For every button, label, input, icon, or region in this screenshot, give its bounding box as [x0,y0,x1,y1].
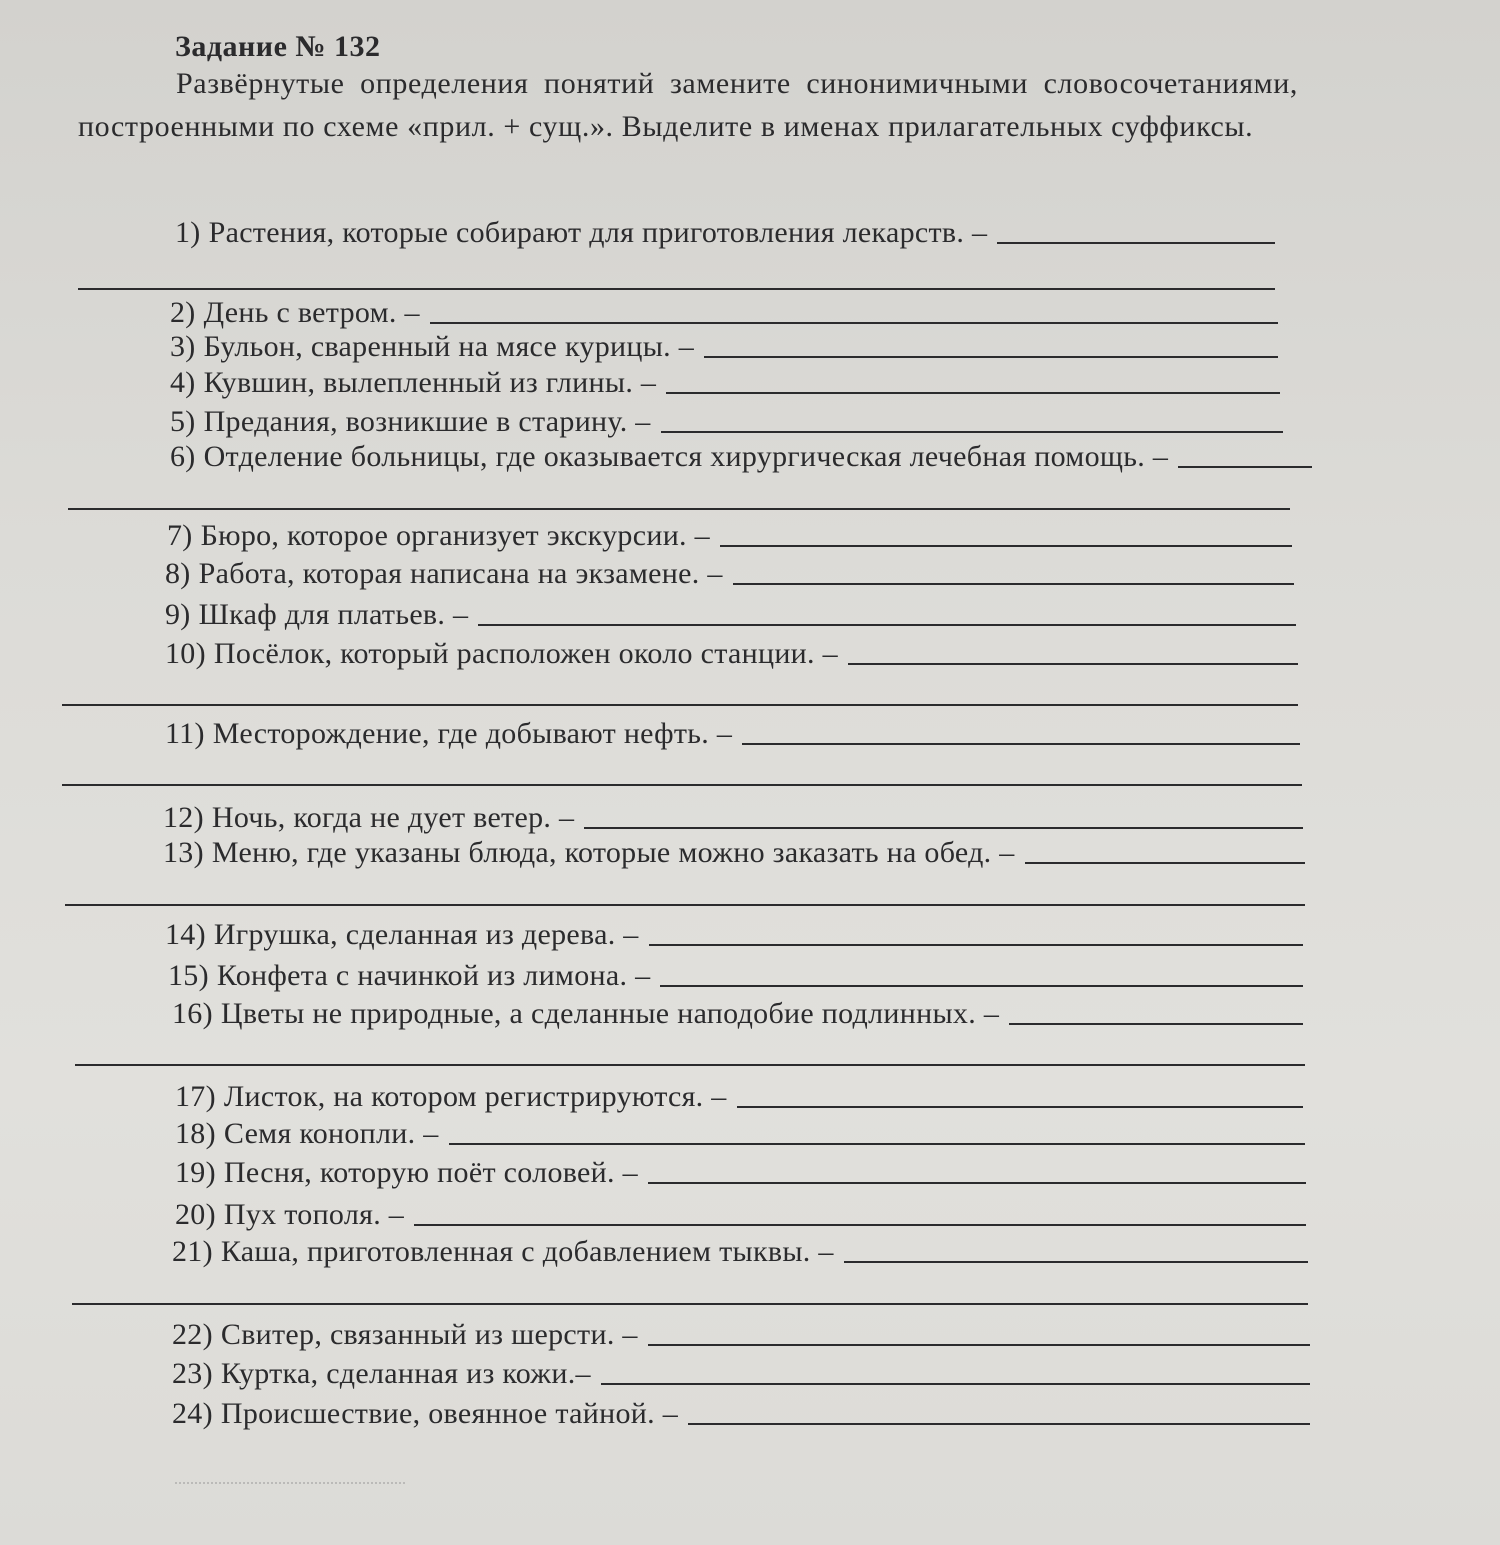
item-number: 5) [170,405,196,438]
answer-blank-line[interactable] [648,1182,1306,1184]
item-number: 2) [170,296,196,329]
item-number: 3) [170,330,196,363]
answer-blank-line[interactable] [704,356,1278,358]
item-number: 4) [170,366,196,399]
item-text: Происшествие, овеянное тайной. – [220,1397,678,1430]
answer-blank-line[interactable] [430,322,1278,324]
item-number: 6) [170,440,196,473]
item-number: 1) [175,216,201,249]
exercise-item [170,405,1283,439]
item-number: 14) [165,918,206,951]
item-text: Свитер, связанный из шерсти. – [220,1318,638,1351]
exercise-item [167,519,1292,553]
item-text: Конфета с начинкой из лимона. – [216,959,651,992]
answer-blank-line[interactable] [733,583,1294,585]
exercise-item [175,1198,1306,1232]
answer-blank-line[interactable] [1025,862,1305,864]
answer-blank-line[interactable] [414,1224,1306,1226]
exercise-item [172,1318,1310,1352]
exercise-item [168,959,1303,993]
item-number: 20) [175,1198,216,1231]
exercise-item [175,1117,1305,1151]
exercise-item [170,296,1278,330]
exercise-item [172,1397,1310,1431]
answer-continuation-line[interactable] [78,288,1275,290]
answer-blank-line[interactable] [660,985,1303,987]
item-number: 18) [175,1117,216,1150]
item-text: Каша, приготовленная с добавлением тыквы. – [220,1235,834,1268]
item-text: Ночь, когда не дует ветер. – [211,801,575,834]
page-smudge [175,1482,405,1490]
item-text: Бюро, которое организует экскурсии. – [200,519,710,552]
item-text: Цветы не природные, а сделанные наподобие подлинных. – [220,997,1000,1030]
item-text: Куртка, сделанная из кожи.– [220,1357,591,1390]
item-number: 12) [163,801,204,834]
item-text: Шкаф для платьев. – [198,598,469,631]
answer-blank-line[interactable] [737,1106,1303,1108]
answer-blank-line[interactable] [649,944,1303,946]
exercise-item [165,557,1294,591]
item-text: Посёлок, который расположен около станции. – [213,637,838,670]
exercise-item [163,836,1305,870]
item-number: 8) [165,557,191,590]
item-number: 15) [168,959,209,992]
item-text: Семя конопли. – [223,1117,439,1150]
answer-blank-line[interactable] [601,1383,1310,1385]
answer-continuation-line[interactable] [65,904,1305,906]
exercise-item [175,1156,1306,1190]
answer-blank-line[interactable] [844,1261,1308,1263]
item-number: 17) [175,1080,216,1113]
exercise-item [170,330,1278,364]
answer-blank-line[interactable] [720,545,1292,547]
answer-blank-line[interactable] [848,663,1298,665]
item-text: Игрушка, сделанная из дерева. – [213,918,639,951]
answer-blank-line[interactable] [584,827,1303,829]
exercise-item [170,440,1312,474]
answer-blank-line[interactable] [1009,1023,1303,1025]
answer-continuation-line[interactable] [68,508,1290,510]
exercise-item [165,637,1298,671]
item-number: 9) [165,598,191,631]
exercise-item [170,366,1280,400]
exercise-item [172,997,1303,1031]
item-number: 22) [172,1318,213,1351]
answer-blank-line[interactable] [478,624,1296,626]
item-text: Бульон, сваренный на мясе курицы. – [203,330,695,363]
answer-blank-line[interactable] [997,242,1275,244]
item-number: 13) [163,836,204,869]
task-instruction: Развёрнутые определения понятий замените синонимичными словосочетаниями, построенными по схеме «прил. + сущ.». Выделите в именах прилагательных суффиксы. [78,67,1298,143]
task-title: Задание № 132 [175,30,381,63]
exercise-item [172,1235,1308,1269]
exercise-item [165,918,1303,952]
answer-blank-line[interactable] [449,1143,1305,1145]
item-text: День с ветром. – [203,296,420,329]
answer-blank-line[interactable] [648,1344,1310,1346]
item-text: Пух тополя. – [223,1198,405,1231]
item-number: 11) [165,717,205,750]
item-number: 7) [167,519,193,552]
answer-continuation-line[interactable] [62,784,1302,786]
exercise-item [163,801,1303,835]
answer-blank-line[interactable] [742,743,1300,745]
item-text: Растения, которые собирают для приготовления лекарств. – [208,216,988,249]
item-text: Листок, на котором регистрируются. – [223,1080,727,1113]
answer-blank-line[interactable] [661,431,1283,433]
item-text: Песня, которую поёт соловей. – [223,1156,638,1189]
answer-continuation-line[interactable] [72,1303,1308,1305]
answer-continuation-line[interactable] [75,1064,1305,1066]
item-number: 23) [172,1357,213,1390]
item-text: Предания, возникшие в старину. – [203,405,651,438]
exercise-item [175,1080,1303,1114]
answer-blank-line[interactable] [1178,466,1312,468]
item-text: Меню, где указаны блюда, которые можно заказать на обед. – [211,836,1015,869]
item-text: Кувшин, вылепленный из глины. – [203,366,657,399]
exercise-item [172,1357,1310,1391]
exercise-item [165,717,1300,751]
item-text: Отделение больницы, где оказывается хирургическая лечебная помощь. – [203,440,1169,473]
item-number: 16) [172,997,213,1030]
item-number: 19) [175,1156,216,1189]
item-number: 24) [172,1397,213,1430]
answer-continuation-line[interactable] [62,704,1298,706]
item-number: 21) [172,1235,213,1268]
exercise-item [165,598,1296,632]
exercise-item [175,216,1275,250]
item-text: Месторождение, где добывают нефть. – [212,717,733,750]
answer-blank-line[interactable] [688,1423,1310,1425]
answer-blank-line[interactable] [666,392,1280,394]
item-text: Работа, которая написана на экзамене. – [198,557,723,590]
item-number: 10) [165,637,206,670]
